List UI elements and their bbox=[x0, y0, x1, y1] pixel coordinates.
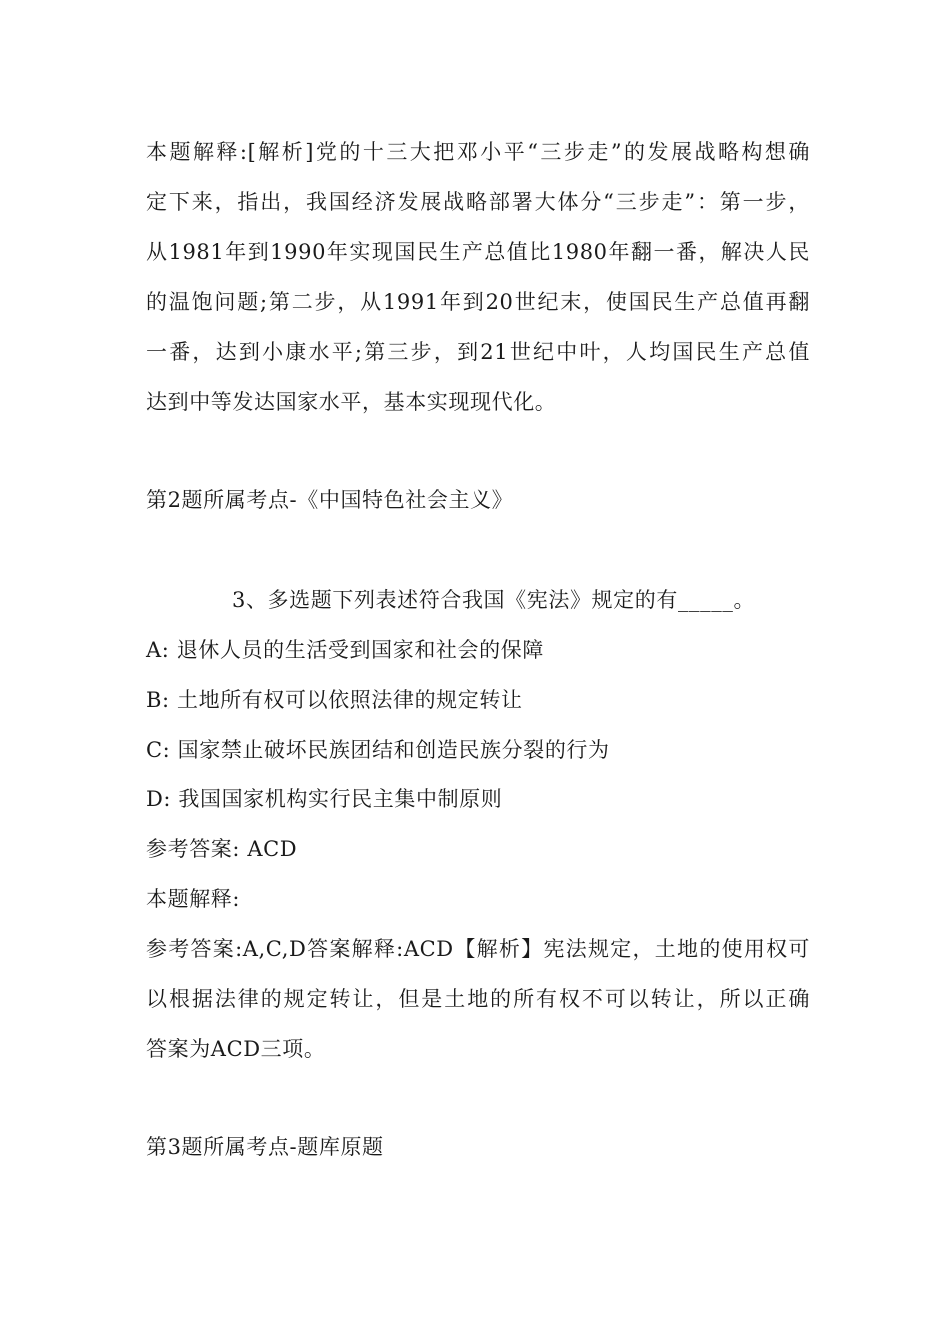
topic-label: 第3题所属考点-题库原题 bbox=[146, 1135, 384, 1159]
explanation-line: 达到中等发达国家水平，基本实现现代化。 bbox=[146, 390, 557, 414]
explanation-line: 定下来，指出，我国经济发展战略部署大体分“三步走”：第一步， bbox=[146, 190, 810, 214]
explanation-line: 的温饱问题;第二步，从1991年到20世纪末，使国民生产总值再翻 bbox=[146, 290, 810, 314]
explanation-line: 本题解释:[解析]党的十三大把邓小平“三步走”的发展战略构想确 bbox=[146, 140, 810, 164]
option-c: C: 国家禁止破坏民族团结和创造民族分裂的行为 bbox=[146, 738, 610, 762]
explanation-line: 参考答案:A,C,D答案解释:ACD【解析】宪法规定，土地的使用权可 bbox=[146, 937, 810, 961]
explanation-line: 答案为ACD三项。 bbox=[146, 1037, 326, 1061]
explanation-line: 从1981年到1990年实现国民生产总值比1980年翻一番，解决人民 bbox=[146, 240, 810, 264]
reference-answer: 参考答案: ACD bbox=[146, 837, 298, 861]
explanation-line: 以根据法律的规定转让，但是土地的所有权不可以转让，所以正确 bbox=[146, 987, 810, 1011]
option-d: D: 我国国家机构实行民主集中制原则 bbox=[146, 787, 503, 811]
option-b: B: 土地所有权可以依照法律的规定转让 bbox=[146, 688, 523, 712]
topic-label: 第2题所属考点-《中国特色社会主义》 bbox=[146, 488, 514, 512]
explanation-label: 本题解释: bbox=[146, 887, 241, 911]
option-a: A: 退休人员的生活受到国家和社会的保障 bbox=[146, 638, 544, 662]
question-title: 3、多选题下列表述符合我国《宪法》规定的有_____。 bbox=[232, 588, 756, 612]
explanation-line: 一番，达到小康水平;第三步，到21世纪中叶，人均国民生产总值 bbox=[146, 340, 810, 364]
